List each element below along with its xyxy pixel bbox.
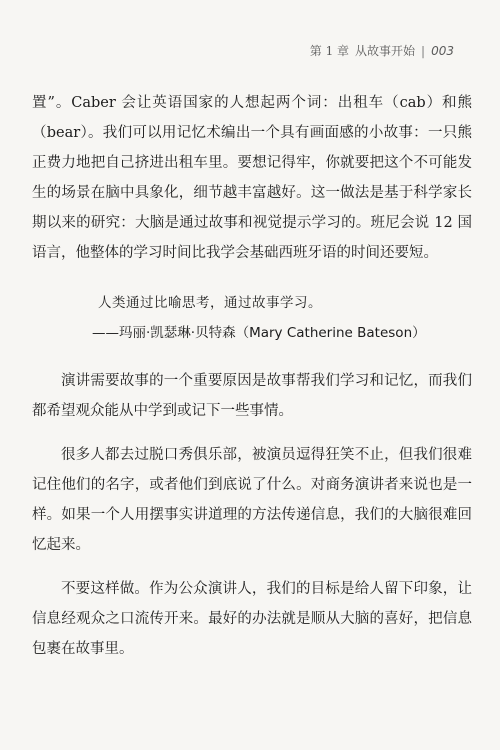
page-body bbox=[32, 88, 472, 664]
section-title: 从故事开始 bbox=[355, 44, 416, 58]
paragraph: 很多人都去过脱口秀俱乐部，被演员逗得狂笑不止，但我们很难记住他们的名字，或者他们到底说了什么。对商务演讲者来说也是一样。如果一个人用摆事实讲道理的方法传递信息，我们的大脑很难回忆起来。 bbox=[32, 447, 472, 553]
chapter-label: 第 1 章 bbox=[309, 44, 350, 58]
paragraph: 不要这样做。作为公众演讲人，我们的目标是给人留下印象，让信息经观众之口流传开来。最好的办法就是顺从大脑的喜好，把信息包裹在故事里。 bbox=[32, 581, 472, 657]
paragraph: 演讲需要故事的一个重要原因是故事帮我们学习和记忆，而我们都希望观众能从中学到或记下一些事情。 bbox=[32, 373, 472, 419]
epigraph-quote bbox=[32, 288, 472, 348]
quote-attribution: ——玛丽·凯瑟琳·贝特森（Mary Catherine Bateson） bbox=[92, 325, 426, 341]
page-number: 003 bbox=[431, 43, 454, 58]
paragraph-continuation: 置”。Caber 会让英语国家的人想起两个词：出租车（cab）和熊（bear）。我们可以用记忆术编出一个具有画面感的小故事：一只熊正费力地把自己挤进出租车里。要想记得牢，你就要把这个不可能发生的场景在脑中具象化，细节越丰富越好。这一做法是基于科学家长期以来的研究：大脑是通过故事和视觉提示学习的。班尼会说 12 国语言，他整体的学习时间比我学会基础西班牙语的时间还要短。 bbox=[32, 95, 472, 261]
quote-text: 人类通过比喻思考，通过故事学习。 bbox=[98, 295, 322, 311]
running-header bbox=[310, 42, 454, 59]
header-separator: | bbox=[421, 43, 426, 58]
